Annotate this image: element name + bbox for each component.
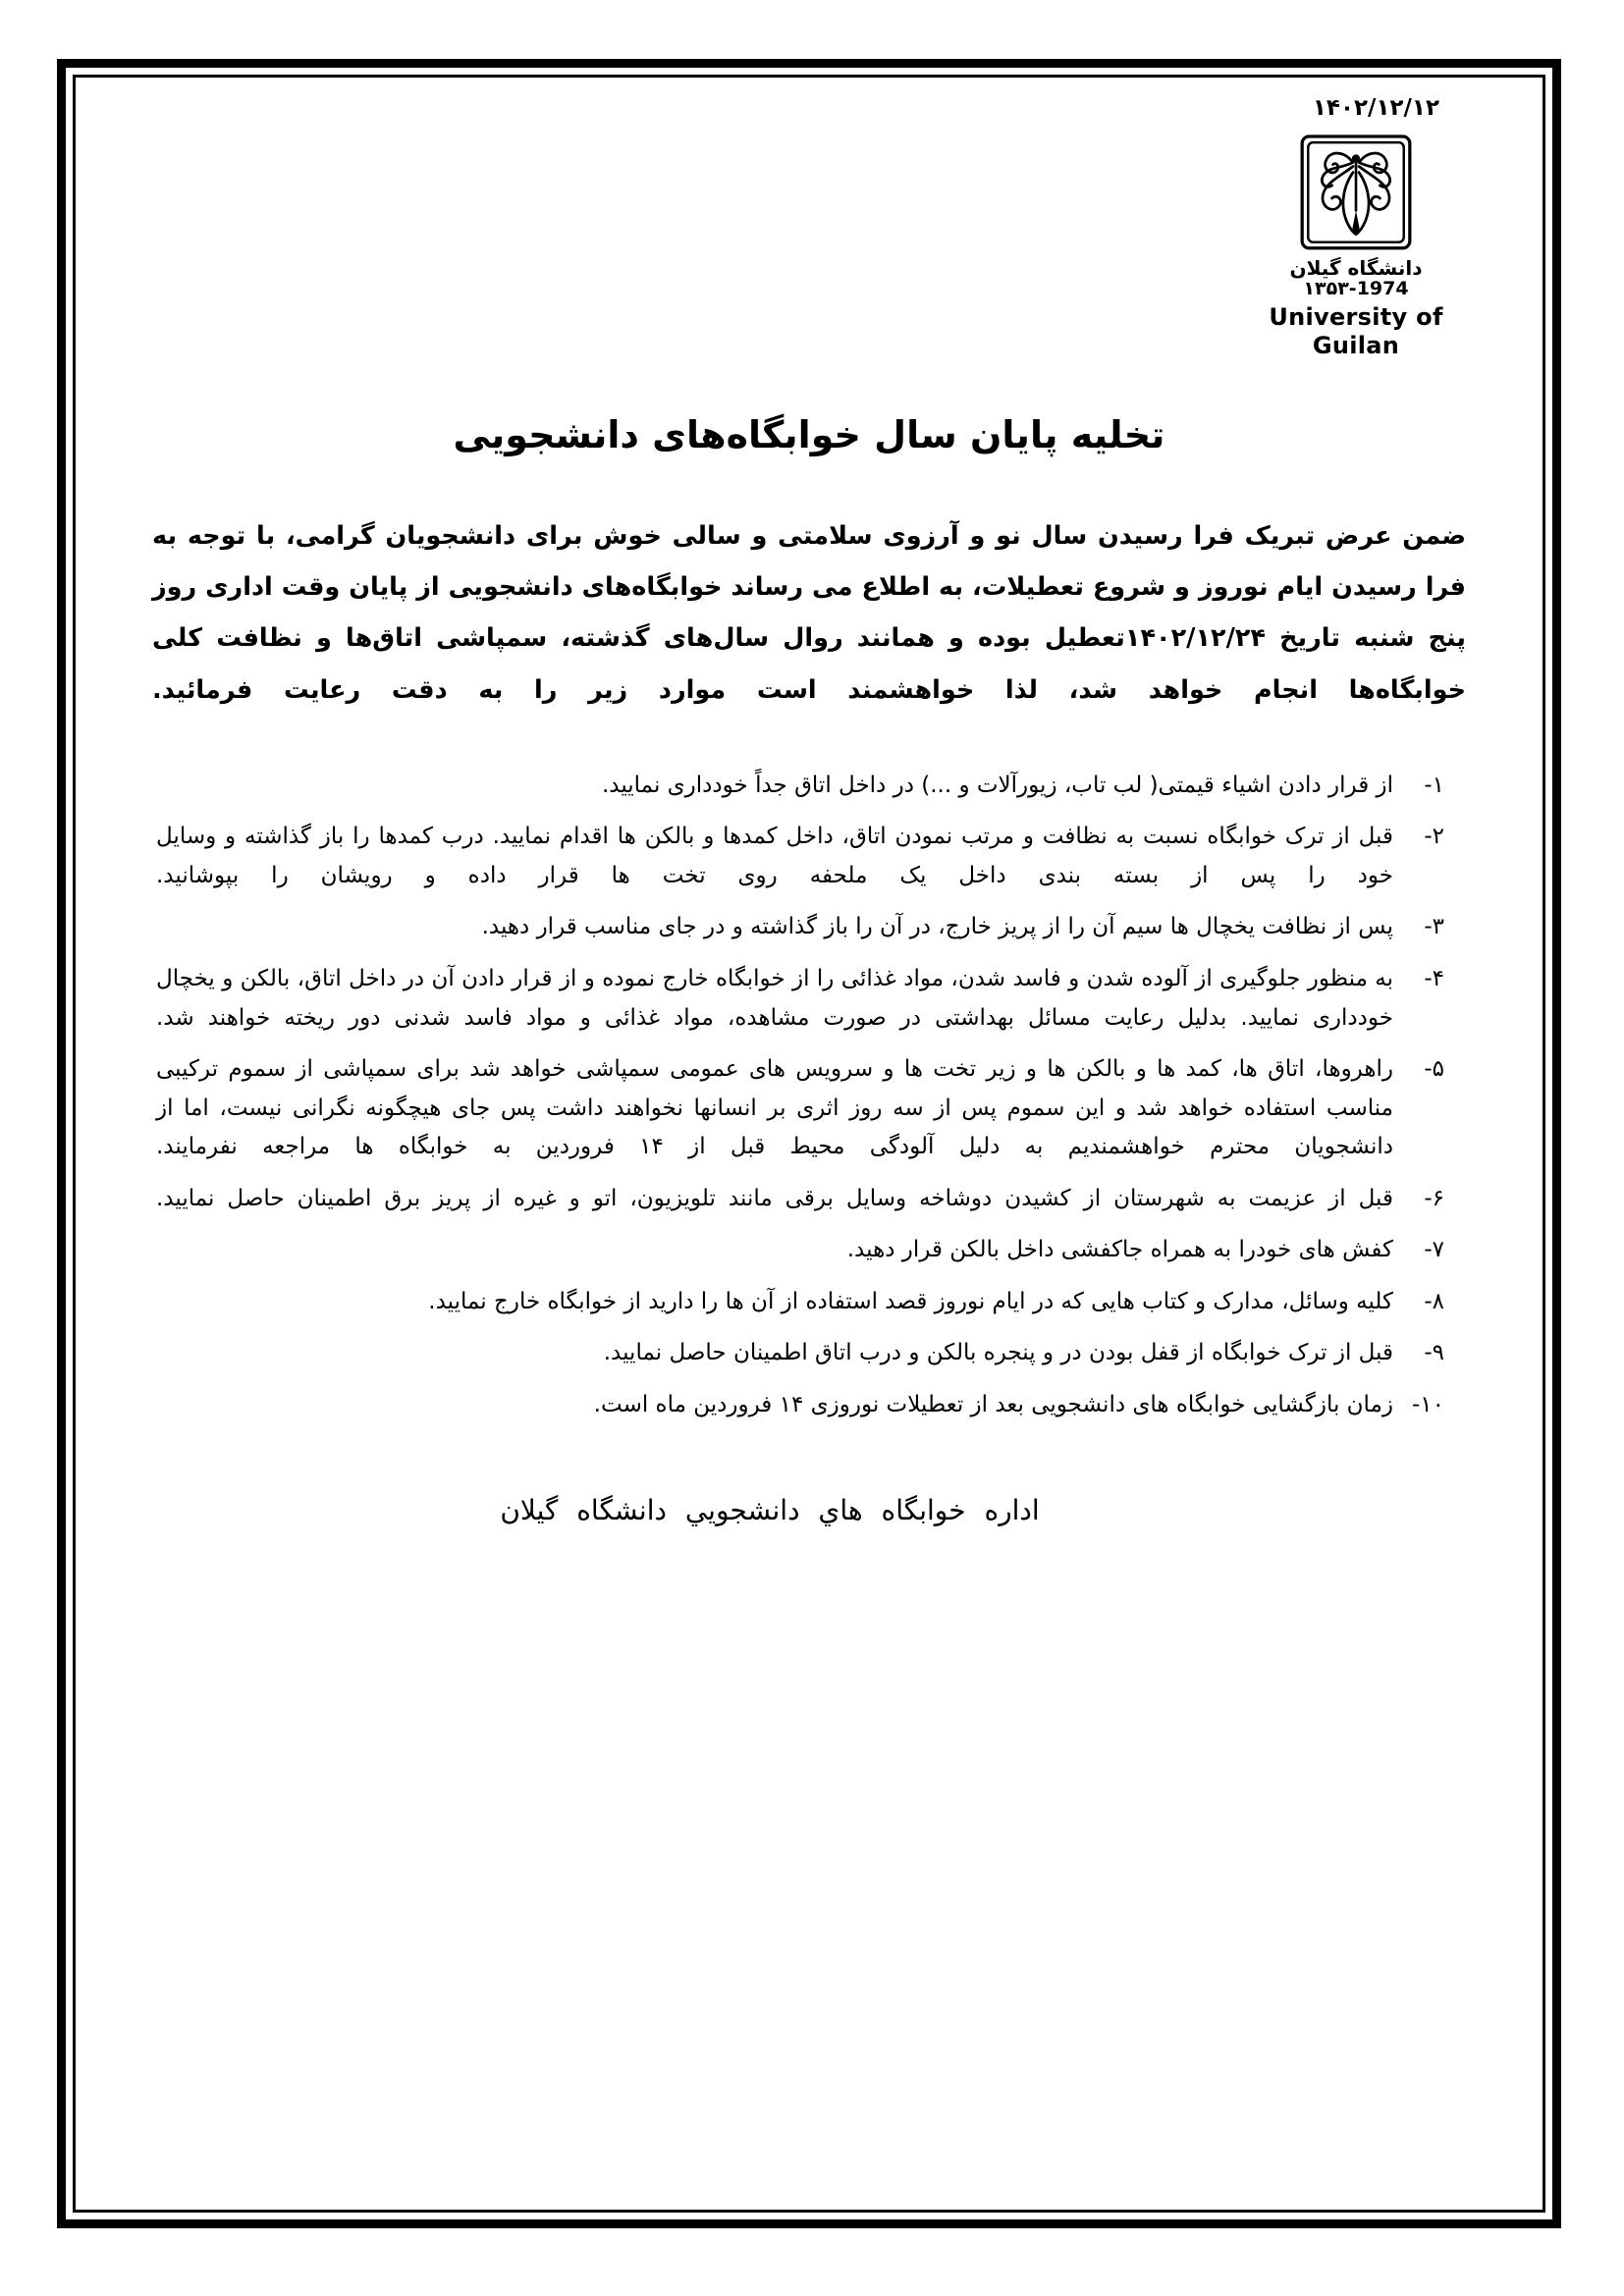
logo-year: ۱۳۵۳-1974 <box>1303 278 1409 299</box>
list-item-text: به منظور جلوگیری از آلوده شدن و فاسد شدن، مواد غذائی را از خوابگاه خارج نموده و از قرار دادن آن در داخل اتاق، بالکن و یخچال خودداری نمایید. بدلیل رعایت مسائل بهداشتی در صورت مشاهده، مواد غذائی و مواد فاسد شدنی دور ریخته خواهند شد. <box>156 965 1393 1031</box>
list-item-marker: ۹- <box>1424 1340 1444 1366</box>
logo-english-name: University of Guilan <box>1269 302 1443 359</box>
list-item <box>156 1050 1444 1167</box>
list-item-text: قبل از ترک خوابگاه نسبت به نظافت و مرتب نمودن اتاق، داخل کمدها و بالکن ها اقدام نمایید. درب کمدها را باز گذاشته و وسایل خود را پس از بسته بندی داخل یک ملحفه روی تخت ها قرار داده و رویشان را بپوشانید. <box>156 824 1393 888</box>
list-item <box>156 1231 1444 1270</box>
page-border-outer <box>57 59 1561 2228</box>
list-item-text: زمان بازگشایی خوابگاه های دانشجویی بعد از تعطیلات نوروزی ۱۴ فروردین ماه است. <box>593 1391 1393 1417</box>
instructions-list <box>156 767 1444 1425</box>
list-item-text: قبل از ترک خوابگاه از قفل بودن در و پنجره بالکن و درب اتاق اطمینان حاصل نمایید. <box>603 1340 1393 1366</box>
list-item-text: راهروها، اتاق ها، کمد ها و بالکن ها و زیر تخت ها و سرویس های عمومی سمپاشی خواهد شد برای سمپاشی از سموم ترکیبی مناسب استفاده خواهد شد و این سموم پس از سه روز اثری بر انسانها نخواهند داشت پس جای هیچگونه نگرانی نیست، اما از دانشجویان محترم خواهشمندیم به دلیل آلودگی محیط قبل از ۱۴ فروردین به خوابگاه ها مراجعه نفرمایند. <box>156 1056 1393 1160</box>
list-item-text: کفش های خودرا به همراه جاکفشی داخل بالکن قرار دهید. <box>846 1237 1393 1263</box>
list-item-marker: ۷- <box>1424 1237 1444 1263</box>
list-item <box>156 767 1444 806</box>
intro-paragraph: ضمن عرض تبریک فرا رسیدن سال نو و آرزوی سلامتی و سالی خوش برای دانشجویان گرامی، با توجه به فرا رسیدن ایام نوروز و شروع تعطیلات، به اطلاع می رساند خوابگاه‌های دانشجویی از پایان وقت اداری روز پنج شنبه تاریخ ۱۴۰۲/۱۲/۲۴تعطیل بوده و همانند روال سال‌های گذشته، سمپاشی اتاق‌ها و نظافت کلی خوابگاه‌ها انجام خواهد شد، لذا خواهشمند است موارد زیر را به دقت رعایت فرمائید. <box>152 520 1466 705</box>
page-title: تخلیه پایان سال خوابگاه‌های دانشجویی <box>453 413 1165 457</box>
list-item <box>156 960 1444 1038</box>
signature-block: اداره خوابگاه هاي دانشجويي دانشگاه گیلان <box>500 1494 1040 1527</box>
list-item <box>156 1180 1444 1219</box>
list-item-marker: ۳- <box>1424 914 1444 940</box>
list-item-marker: ۸- <box>1424 1288 1444 1314</box>
list-item <box>156 1334 1444 1373</box>
university-logo <box>1228 133 1484 359</box>
logo-persian-name: دانشگاه گیلان <box>1289 256 1423 280</box>
list-item-marker: ۴- <box>1424 965 1444 991</box>
list-item-marker: ۲- <box>1424 824 1444 850</box>
list-item-text: کلیه وسائل، مدارک و کتاب هایی که در ایام نوروز قصد استفاده از آن ها را دارید از خوابگاه خارج نمایید. <box>428 1288 1393 1314</box>
list-item <box>156 818 1444 895</box>
guilan-crest-icon <box>1291 133 1421 262</box>
list-item <box>156 1386 1444 1425</box>
list-item-marker: ۶- <box>1424 1185 1444 1211</box>
list-item-marker: ۱- <box>1424 772 1444 798</box>
page-content <box>76 78 1543 2210</box>
document-date: ۱۴۰۲/۱۲/۱۲ <box>1312 95 1439 121</box>
list-item-text: قبل از عزیمت به شهرستان از کشیدن دوشاخه وسایل برقی مانند تلویزیون، اتو و غیره از پریز برق اطمینان حاصل نمایید. <box>156 1185 1393 1211</box>
list-item-marker: ۱۰- <box>1411 1391 1444 1417</box>
page-border-inner <box>73 75 1545 2213</box>
list-item <box>156 908 1444 947</box>
list-item-text: پس از نظافت یخچال ها سیم آن را از پریز خارج، در آن را باز گذاشته و در جای مناسب قرار دهید. <box>481 914 1393 940</box>
list-item-text: از قرار دادن اشیاء قیمتی( لب تاب، زیورآلات و ...) در داخل اتاق جداً خودداری نمایید. <box>601 772 1393 798</box>
list-item <box>156 1283 1444 1322</box>
list-item-marker: ۵- <box>1424 1056 1444 1083</box>
logo-row <box>135 133 1484 359</box>
